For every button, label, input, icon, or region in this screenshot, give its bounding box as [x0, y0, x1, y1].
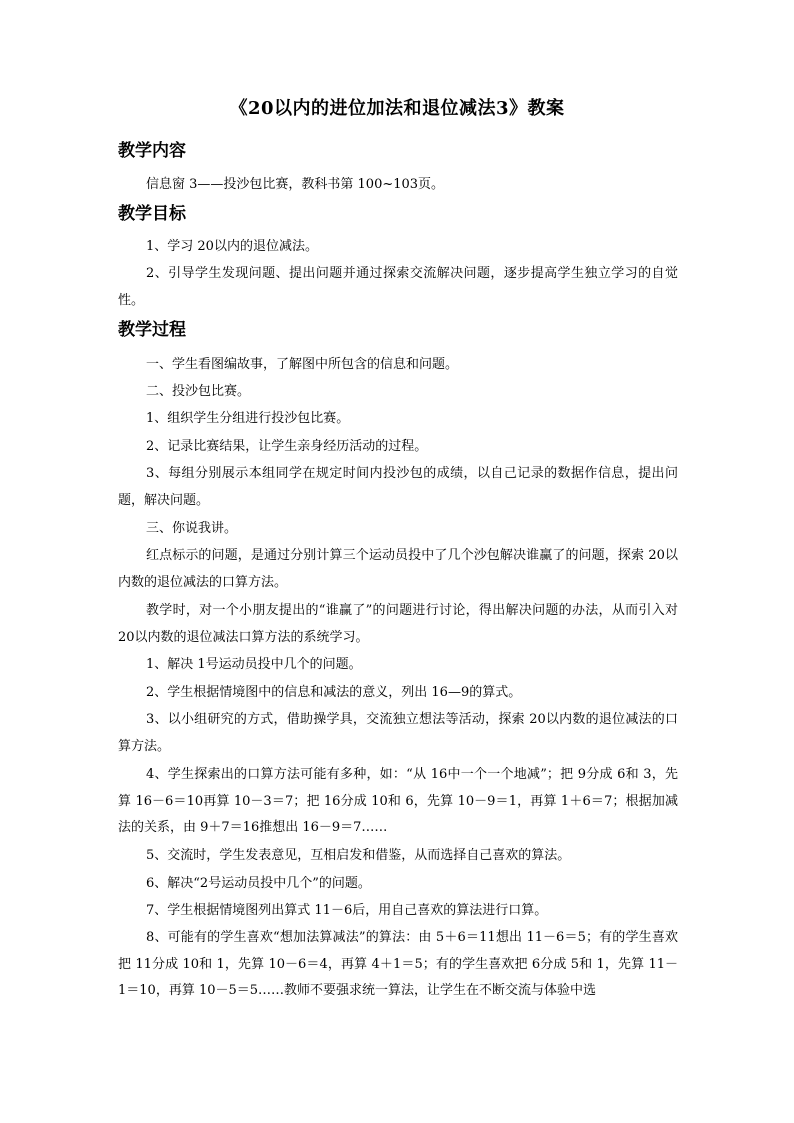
paragraph: 红点标示的问题，是通过分别计算三个运动员投中了几个沙包解决谁赢了的问题，探索 20以内数的退位减法的口算方法。 — [118, 548, 678, 590]
paragraph: 5、交流时，学生发表意见，互相启发和借鉴，从而选择自己喜欢的算法。 — [146, 848, 571, 863]
section-heading-content: 教学内容 — [118, 141, 186, 161]
paragraph: 二、投沙包比赛。 — [146, 384, 251, 399]
paragraph: 7、学生根据情境图列出算式 11－6后，用自己喜欢的算法进行口算。 — [146, 903, 548, 918]
paragraph: 6、解决“2号运动员投中几个”的问题。 — [146, 876, 371, 891]
section-heading-goals: 教学目标 — [118, 204, 186, 224]
paragraph: 8、可能有的学生喜欢“想加法算减法”的算法：由 5＋6＝11想出 11－6＝5；有的学生喜欢把 11分成 10和 1，先算 10－6＝4，再算 4＋1＝5；有的学生喜欢把 6分成 5和 1，先算 11－1＝10，再算 10－5＝5……教师不要强求统一算法，让学生在不断交流与体验中选 — [118, 930, 678, 998]
paragraph: 4、学生探索出的口算方法可能有多种，如：“从 16中一个一个地减”；把 9分成 6和 3，先算 16－6＝10再算 10－3＝7；把 16分成 10和 6，先算 10－9＝1，再算 1＋6＝7；根据加减法的关系，由 9＋7＝16推想出 16－9＝7…… — [118, 767, 678, 835]
paragraph: 一、学生看图编故事，了解图中所包含的信息和问题。 — [146, 357, 459, 372]
paragraph: 3、以小组研究的方式，借助操学具，交流独立想法等活动，探索 20以内数的退位减法的口算方法。 — [118, 712, 678, 754]
paragraph: 1、解决 1号运动员投中几个的问题。 — [146, 657, 362, 672]
paragraph: 2、学生根据情境图中的信息和减法的意义，列出 16—9的算式。 — [146, 685, 522, 700]
paragraph: 信息窗 3——投沙包比赛，教科书第 100~103页。 — [146, 177, 445, 192]
paragraph: 1、组织学生分组进行投沙包比赛。 — [146, 411, 350, 426]
paragraph: 2、引导学生发现问题、提出问题并通过探索交流解决问题，逐步提高学生独立学习的自觉性。 — [118, 266, 678, 308]
section-heading-process: 教学过程 — [118, 320, 186, 340]
paragraph: 2、记录比赛结果，让学生亲身经历活动的过程。 — [146, 439, 428, 454]
paragraph: 教学时，对一个小朋友提出的“谁赢了”的问题进行讨论，得出解决问题的办法，从而引入对 20以内数的退位减法口算方法的系统学习。 — [118, 603, 678, 645]
paragraph: 三、你说我讲。 — [146, 521, 238, 536]
paragraph: 3、每组分别展示本组同学在规定时间内投沙包的成绩，以自己记录的数据作信息，提出问题，解决问题。 — [118, 466, 678, 508]
paragraph: 1、学习 20以内的退位减法。 — [146, 239, 318, 254]
document-title: 《20以内的进位加法和退位减法3》教案 — [229, 98, 565, 119]
